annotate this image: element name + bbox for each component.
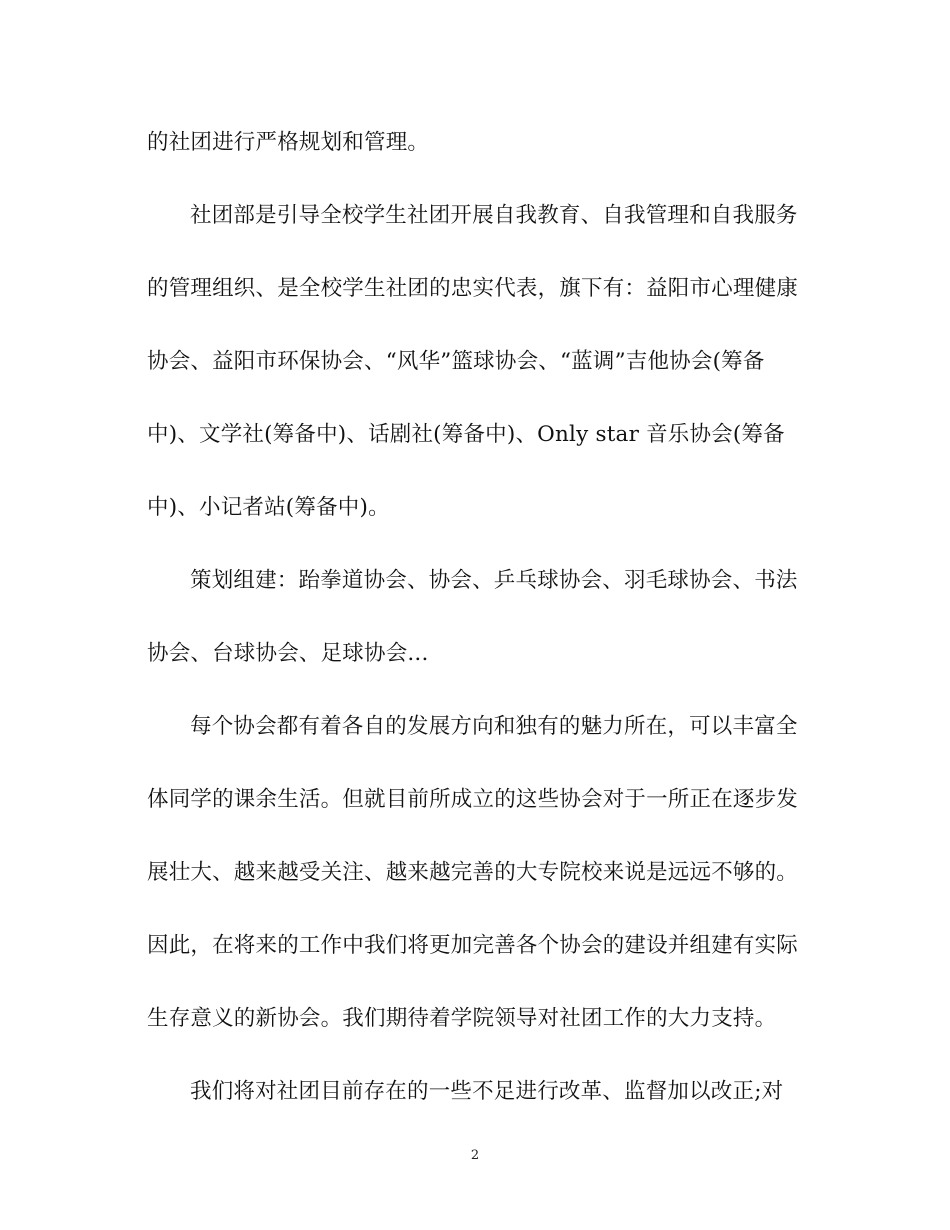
text-line: 协会、益阳市环保协会、“风华”篮球协会、“蓝调”吉他协会(筹备 — [147, 349, 765, 374]
page-number: 2 — [470, 1148, 480, 1163]
body-text — [147, 120, 803, 1142]
text-line: 我们将对社团目前存在的一些不足进行改革、监督加以改正;对 — [190, 1079, 784, 1104]
text-line: 中)、小记者站(筹备中)。 — [147, 495, 390, 520]
text-line: 社团部是引导全校学生社团开展自我教育、自我管理和自我服务 — [190, 203, 798, 228]
text-line: 中)、文学社(筹备中)、话剧社(筹备中)、Only star 音乐协会(筹备 — [147, 422, 785, 447]
text-line: 每个协会都有着各自的发展方向和独有的魅力所在，可以丰富全 — [190, 714, 798, 739]
text-line: 因此，在将来的工作中我们将更加完善各个协会的建设并组建有实际 — [147, 933, 799, 958]
text-line: 的社团进行严格规划和管理。 — [147, 130, 430, 155]
text-line: 的管理组织、是全校学生社团的忠实代表，旗下有：益阳市心理健康 — [147, 276, 799, 301]
text-line: 生存意义的新协会。我们期待着学院领导对社团工作的大力支持。 — [147, 1006, 777, 1031]
text-line: 策划组建：跆拳道协会、协会、乒乓球协会、羽毛球协会、书法 — [190, 568, 798, 593]
text-line: 协会、台球协会、足球协会... — [147, 641, 429, 666]
text-line: 体同学的课余生活。但就目前所成立的这些协会对于一所正在逐步发 — [147, 787, 799, 812]
text-line: 展壮大、越来越受关注、越来越完善的大专院校来说是远远不够的。 — [147, 860, 799, 885]
